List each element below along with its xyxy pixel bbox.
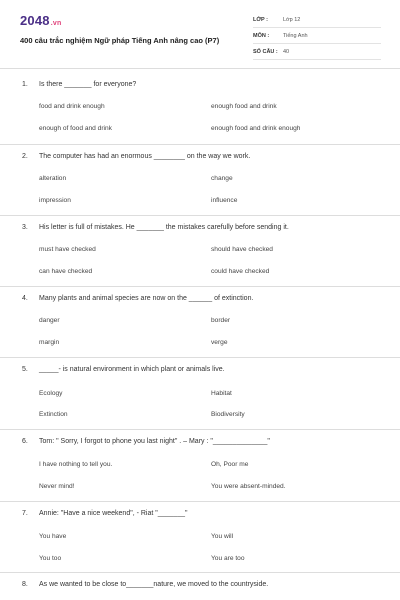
option-a[interactable]: alteration [39, 175, 67, 182]
option-d[interactable]: enough food and drink enough [211, 125, 301, 132]
meta-value: 40 [283, 49, 290, 55]
option-b[interactable]: Habitat [211, 390, 232, 397]
option-b[interactable]: enough food and drink [211, 103, 277, 110]
question-divider [0, 215, 400, 216]
option-b[interactable]: should have checked [211, 246, 273, 253]
option-c[interactable]: Extinction [39, 411, 68, 418]
option-a[interactable]: food and drink enough [39, 103, 105, 110]
question-number: 2. [22, 153, 28, 160]
option-d[interactable]: influence [211, 197, 238, 204]
question-divider [0, 144, 400, 145]
option-a[interactable]: Ecology [39, 390, 63, 397]
option-b[interactable]: You will [211, 533, 234, 540]
meta-row-count [253, 46, 381, 60]
question-text: Tom: " Sorry, I forgot to phone you last night" . – Mary : "______________" [39, 438, 270, 445]
header-divider [0, 68, 400, 69]
option-d[interactable]: You are too [211, 555, 245, 562]
document-meta [253, 14, 381, 62]
option-a[interactable]: You have [39, 533, 67, 540]
question-text: As we wanted to be close to_______nature, we moved to the countryside. [39, 581, 269, 588]
question-divider [0, 357, 400, 358]
question-text: Many plants and animal species are now on the ______ of extinction. [39, 295, 254, 302]
document-header [0, 0, 400, 64]
question-divider [0, 286, 400, 287]
question-number: 8. [22, 581, 28, 588]
option-b[interactable]: Oh, Poor me [211, 461, 249, 468]
option-a[interactable]: danger [39, 317, 60, 324]
option-c[interactable]: margin [39, 339, 60, 346]
meta-row-subject [253, 30, 381, 44]
meta-label: SỐ CÂU : [253, 49, 278, 55]
question-text: _____- is natural environment in which plant or animals live. [39, 366, 225, 373]
question-text: Is there _______ for everyone? [39, 81, 137, 88]
question-number: 6. [22, 438, 28, 445]
question-divider [0, 572, 400, 573]
question-text: The computer has had an enormous ________ on the way we work. [39, 153, 251, 160]
option-c[interactable]: You too [39, 555, 62, 562]
question-number: 4. [22, 295, 28, 302]
meta-row-grade [253, 14, 381, 28]
option-d[interactable]: could have checked [211, 268, 270, 275]
logo-suffix: .vn [50, 20, 62, 27]
option-b[interactable]: change [211, 175, 233, 182]
option-c[interactable]: Never mind! [39, 483, 75, 490]
site-logo[interactable] [20, 13, 61, 28]
meta-label: LỚP : [253, 17, 268, 23]
question-text: His letter is full of mistakes. He _______ the mistakes carefully before sending it. [39, 224, 289, 231]
question-text: Annie: "Have a nice weekend", - Riat "_______" [39, 510, 188, 517]
question-number: 5. [22, 366, 28, 373]
option-c[interactable]: enough of food and drink [39, 125, 112, 132]
logo-main: 2048 [20, 13, 50, 28]
option-c[interactable]: impression [39, 197, 71, 204]
question-number: 1. [22, 81, 28, 88]
option-b[interactable]: border [211, 317, 231, 324]
option-d[interactable]: verge [211, 339, 228, 346]
option-a[interactable]: I have nothing to tell you. [39, 461, 113, 468]
option-c[interactable]: can have checked [39, 268, 93, 275]
question-number: 7. [22, 510, 28, 517]
meta-label: MÔN : [253, 33, 270, 39]
question-divider [0, 429, 400, 430]
question-number: 3. [22, 224, 28, 231]
document-title: 400 câu trắc nghiệm Ngữ pháp Tiếng Anh nâng cao (P7) [20, 36, 220, 45]
meta-value: Lớp 12 [283, 17, 301, 23]
option-d[interactable]: Biodiversity [211, 411, 245, 418]
meta-value: Tiếng Anh [283, 33, 308, 39]
option-d[interactable]: You were absent-minded. [211, 483, 286, 490]
option-a[interactable]: must have checked [39, 246, 96, 253]
question-divider [0, 501, 400, 502]
